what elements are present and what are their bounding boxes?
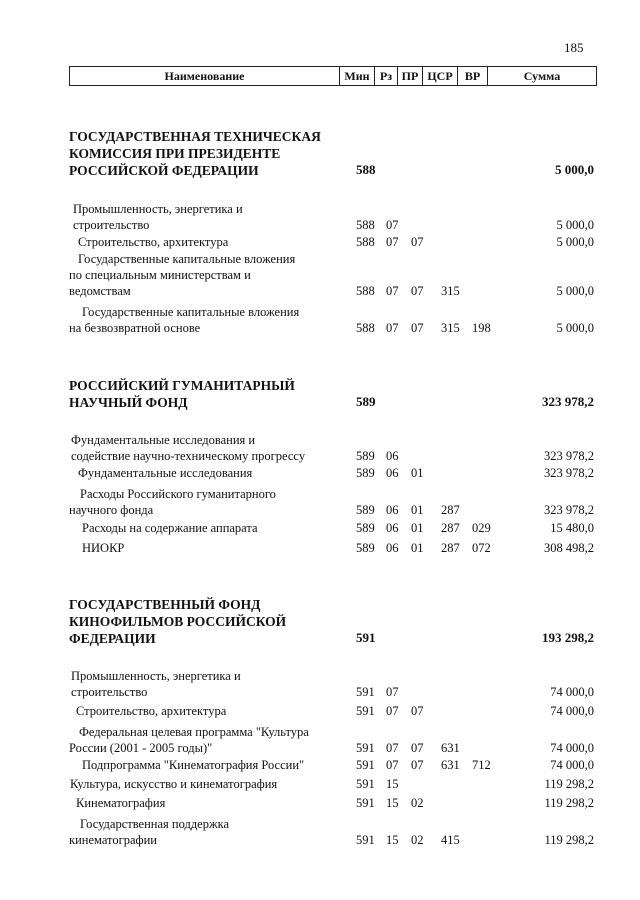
row-name-line: Фундаментальные исследования и: [71, 433, 256, 447]
row-name: [82, 540, 367, 556]
row-min: 589: [356, 521, 375, 535]
row-name-line: Государственные капитальные вложения: [78, 252, 296, 266]
row-min: 589: [356, 541, 375, 555]
row-name-line: Кинематография: [76, 796, 166, 810]
row-name: [69, 816, 354, 848]
organization-min-code: 588: [356, 162, 376, 177]
row-pr: 07: [411, 235, 424, 249]
row-name-line: Фундаментальные исследования: [78, 466, 253, 480]
row-name-line: Расходы Российского гуманитарного: [80, 487, 276, 501]
header-vr: ВР: [458, 67, 488, 86]
row-rz: 07: [386, 235, 399, 249]
column-header-row: [70, 67, 597, 86]
row-name-line: России (2001 - 2005 годы)": [69, 741, 213, 755]
row-pr: 02: [411, 796, 424, 810]
row-rz: 15: [386, 777, 399, 791]
row-pr: 07: [411, 741, 424, 755]
header-pr: ПР: [398, 67, 423, 86]
row-min: 591: [356, 704, 375, 718]
row-sum: 15 480,0: [550, 521, 594, 535]
row-csr: 415: [441, 833, 460, 847]
row-name-line: НИОКР: [82, 541, 125, 555]
row-sum: 323 978,2: [544, 503, 594, 517]
row-sum: 5 000,0: [556, 284, 594, 298]
row-sum: 119 298,2: [544, 777, 594, 791]
row-rz: 07: [386, 758, 399, 772]
page-number: 185: [564, 40, 584, 55]
row-name-line: Промышленность, энергетика и: [71, 669, 241, 683]
organization-title: [69, 596, 354, 647]
row-name: [71, 668, 356, 700]
title-line: РОССИЙСКОЙ ФЕДЕРАЦИИ: [69, 163, 259, 178]
row-csr: 287: [441, 541, 460, 555]
row-pr: 01: [411, 521, 424, 535]
row-name-line: Государственные капитальные вложения: [82, 305, 300, 319]
header-sum: Сумма: [488, 67, 597, 86]
row-name: [69, 304, 354, 336]
row-csr: 315: [441, 321, 460, 335]
row-pr: 07: [411, 321, 424, 335]
row-name: [78, 234, 363, 250]
row-min: 591: [356, 741, 375, 755]
row-name-line: Культура, искусство и кинематография: [70, 777, 278, 791]
row-name-line: на безвозвратной основе: [69, 321, 201, 335]
row-min: 588: [356, 284, 375, 298]
row-name: [69, 251, 354, 299]
row-name-line: Строительство, архитектура: [76, 704, 227, 718]
organization-min-code: 591: [356, 630, 376, 645]
row-rz: 15: [386, 833, 399, 847]
row-name-line: строительство: [73, 218, 150, 232]
row-name-line: Подпрограмма "Кинематография России": [82, 758, 305, 772]
row-min: 589: [356, 466, 375, 480]
row-sum: 308 498,2: [544, 541, 594, 555]
row-name-line: Промышленность, энергетика и: [73, 202, 243, 216]
row-pr: 01: [411, 503, 424, 517]
row-name-line: научного фонда: [69, 503, 154, 517]
row-min: 588: [356, 218, 375, 232]
row-pr: 07: [411, 704, 424, 718]
row-sum: 74 000,0: [550, 704, 594, 718]
row-name-line: по специальным министерствам и: [69, 268, 251, 282]
header-rz: Рз: [375, 67, 398, 86]
row-vr: 029: [472, 521, 491, 535]
row-csr: 287: [441, 521, 460, 535]
row-sum: 119 298,2: [544, 796, 594, 810]
row-name-line: Расходы на содержание аппарата: [82, 521, 258, 535]
row-rz: 07: [386, 685, 399, 699]
row-rz: 07: [386, 741, 399, 755]
row-name: [69, 486, 354, 518]
title-line: КИНОФИЛЬМОВ РОССИЙСКОЙ: [69, 614, 287, 629]
row-name-line: содействие научно-техническому прогрессу: [71, 449, 306, 463]
row-min: 591: [356, 685, 375, 699]
row-min: 591: [356, 777, 375, 791]
row-vr: 198: [472, 321, 491, 335]
row-csr: 315: [441, 284, 460, 298]
row-sum: 74 000,0: [550, 741, 594, 755]
row-sum: 119 298,2: [544, 833, 594, 847]
row-pr: 01: [411, 541, 424, 555]
row-name: [70, 776, 355, 792]
title-line: НАУЧНЫЙ ФОНД: [69, 395, 188, 410]
organization-title: [69, 128, 354, 179]
row-csr: 287: [441, 503, 460, 517]
row-sum: 323 978,2: [544, 449, 594, 463]
row-sum: 323 978,2: [544, 466, 594, 480]
row-min: 589: [356, 503, 375, 517]
column-header-table: [69, 66, 597, 86]
row-rz: 06: [386, 466, 399, 480]
row-rz: 15: [386, 796, 399, 810]
row-rz: 06: [386, 521, 399, 535]
row-name: [73, 201, 358, 233]
organization-min-code: 589: [356, 394, 376, 409]
title-line: ГОСУДАРСТВЕННАЯ ТЕХНИЧЕСКАЯ: [69, 129, 321, 144]
row-sum: 74 000,0: [550, 685, 594, 699]
organization-total: 193 298,2: [542, 630, 594, 645]
row-rz: 06: [386, 503, 399, 517]
row-min: 591: [356, 758, 375, 772]
row-vr: 712: [472, 758, 491, 772]
row-pr: 07: [411, 758, 424, 772]
row-min: 588: [356, 321, 375, 335]
row-name: [69, 724, 354, 756]
row-rz: 07: [386, 704, 399, 718]
row-pr: 02: [411, 833, 424, 847]
title-line: ФЕДЕРАЦИИ: [69, 631, 156, 646]
title-line: РОССИЙСКИЙ ГУМАНИТАРНЫЙ: [69, 378, 295, 393]
header-name: Наименование: [70, 67, 340, 86]
row-sum: 74 000,0: [550, 758, 594, 772]
header-min: Мин: [340, 67, 375, 86]
organization-total: 5 000,0: [555, 162, 594, 177]
row-name-line: Государственная поддержка: [80, 817, 230, 831]
row-rz: 07: [386, 218, 399, 232]
row-csr: 631: [441, 758, 460, 772]
row-pr: 01: [411, 466, 424, 480]
row-name: [82, 757, 367, 773]
row-name-line: Федеральная целевая программа "Культура: [79, 725, 309, 739]
row-name-line: строительство: [71, 685, 148, 699]
row-name-line: ведомствам: [69, 284, 131, 298]
organization-title: [69, 377, 354, 411]
organization-total: 323 978,2: [542, 394, 594, 409]
row-csr: 631: [441, 741, 460, 755]
row-rz: 06: [386, 449, 399, 463]
row-name-line: кинематографии: [69, 833, 158, 847]
row-name: [76, 703, 361, 719]
header-csr: ЦСР: [423, 67, 458, 86]
row-name: [78, 465, 363, 481]
title-line: КОМИССИЯ ПРИ ПРЕЗИДЕНТЕ: [69, 146, 281, 161]
row-min: 591: [356, 796, 375, 810]
row-name-line: Строительство, архитектура: [78, 235, 229, 249]
title-line: ГОСУДАРСТВЕННЫЙ ФОНД: [69, 597, 261, 612]
row-name: [71, 432, 361, 464]
row-min: 591: [356, 833, 375, 847]
row-pr: 07: [411, 284, 424, 298]
row-sum: 5 000,0: [556, 218, 594, 232]
row-vr: 072: [472, 541, 491, 555]
row-sum: 5 000,0: [556, 321, 594, 335]
row-rz: 07: [386, 284, 399, 298]
row-rz: 07: [386, 321, 399, 335]
row-name: [82, 520, 367, 536]
row-sum: 5 000,0: [556, 235, 594, 249]
row-rz: 06: [386, 541, 399, 555]
row-name: [76, 795, 361, 811]
row-min: 588: [356, 235, 375, 249]
row-min: 589: [356, 449, 375, 463]
